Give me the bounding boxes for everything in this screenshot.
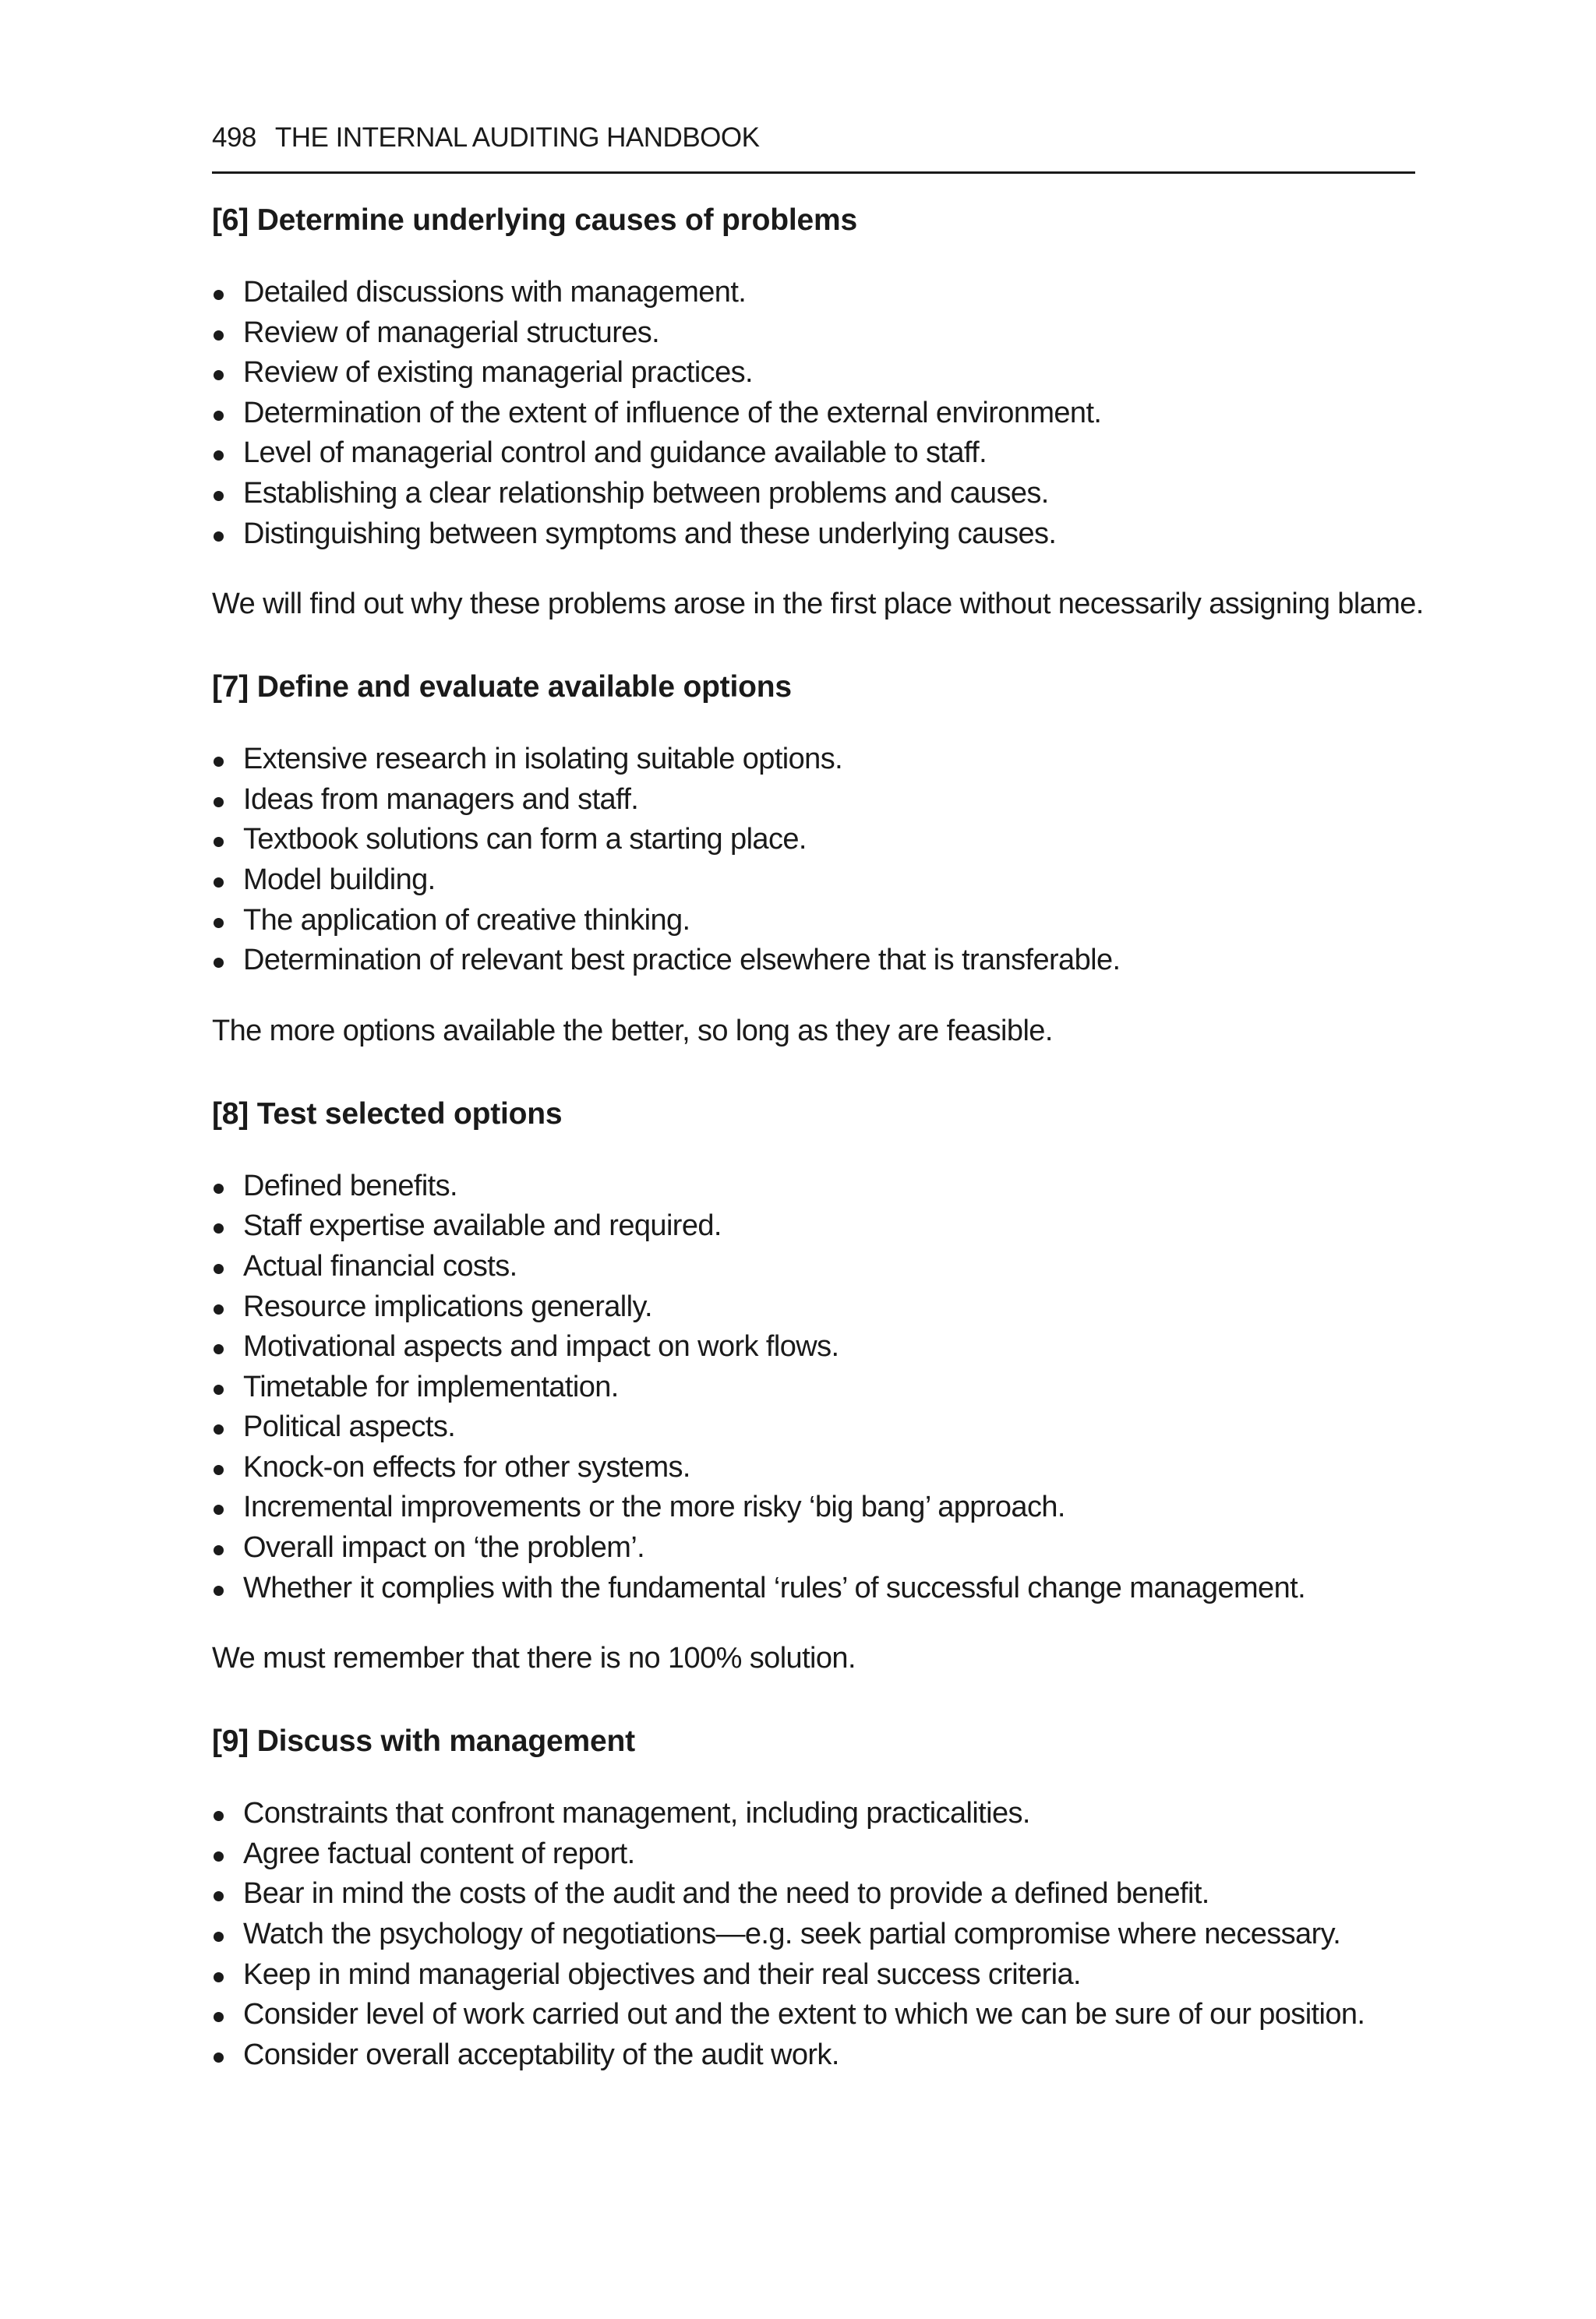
list-item: Extensive research in isolating suitable options. (212, 739, 1415, 780)
list-item: Textbook solutions can form a starting place. (212, 820, 1415, 860)
running-head (212, 118, 1415, 174)
section-heading: [6] Determine underlying causes of problems (212, 203, 857, 237)
page-content (212, 196, 1424, 2075)
list-item: Detailed discussions with management. (212, 273, 1415, 313)
list-item: Bear in mind the costs of the audit and the need to provide a defined benefit. (212, 1874, 1415, 1915)
list-item: Knock-on effects for other systems. (212, 1448, 1415, 1488)
bullet-list (212, 1794, 1415, 2075)
list-item: Distinguishing between symptoms and these underlying causes. (212, 514, 1415, 555)
list-item: Staff expertise available and required. (212, 1206, 1415, 1247)
section-summary: We will find out why these problems arose in the first place without necessarily assigning blame. (212, 588, 1424, 621)
bullet-list (212, 273, 1415, 554)
list-item: Resource implications generally. (212, 1287, 1415, 1328)
book-title: THE INTERNAL AUDITING HANDBOOK (274, 122, 760, 153)
list-item: Watch the psychology of negotiations—e.g. seek partial compromise where necessary. (212, 1915, 1415, 1955)
page-number: 498 (212, 122, 256, 153)
section-define-options (212, 663, 1415, 1051)
section-determine-causes (212, 196, 1424, 624)
section-summary: The more options available the better, so long as they are feasible. (212, 1014, 1053, 1047)
list-item: Model building. (212, 860, 1415, 901)
list-item: Agree factual content of report. (212, 1834, 1415, 1875)
list-item: Ideas from managers and staff. (212, 780, 1415, 821)
list-item: Keep in mind managerial objectives and their real success criteria. (212, 1955, 1415, 1996)
list-item: Timetable for implementation. (212, 1368, 1415, 1408)
list-item: Incremental improvements or the more risky ‘big bang’ approach. (212, 1488, 1415, 1528)
list-item: Establishing a clear relationship between problems and causes. (212, 474, 1415, 514)
list-item: Determination of the extent of influence of the external environment. (212, 394, 1415, 434)
list-item: Level of managerial control and guidance available to staff. (212, 433, 1415, 474)
list-item: Whether it complies with the fundamental ‘rules’ of successful change management. (212, 1569, 1415, 1609)
list-item: The application of creative thinking. (212, 901, 1415, 941)
section-heading: [9] Discuss with management (212, 1724, 635, 1759)
list-item: Review of managerial structures. (212, 313, 1415, 354)
section-test-options (212, 1090, 1415, 1679)
list-item: Consider level of work carried out and the extent to which we can be sure of our position. (212, 1995, 1415, 2035)
list-item: Constraints that confront management, including practicalities. (212, 1794, 1415, 1834)
list-item: Overall impact on ‘the problem’. (212, 1528, 1415, 1569)
section-summary: We must remember that there is no 100% solution. (212, 1642, 856, 1675)
section-heading: [7] Define and evaluate available options (212, 670, 792, 704)
list-item: Review of existing managerial practices. (212, 353, 1415, 394)
list-item: Determination of relevant best practice elsewhere that is transferable. (212, 941, 1415, 981)
list-item: Actual financial costs. (212, 1247, 1415, 1287)
section-heading: [8] Test selected options (212, 1096, 563, 1131)
list-item: Consider overall acceptability of the audit work. (212, 2035, 1415, 2076)
bullet-list (212, 1167, 1415, 1609)
list-item: Defined benefits. (212, 1167, 1415, 1207)
list-item: Motivational aspects and impact on work flows. (212, 1327, 1415, 1368)
section-discuss-management (212, 1717, 1415, 2075)
list-item: Political aspects. (212, 1407, 1415, 1448)
bullet-list (212, 739, 1415, 981)
